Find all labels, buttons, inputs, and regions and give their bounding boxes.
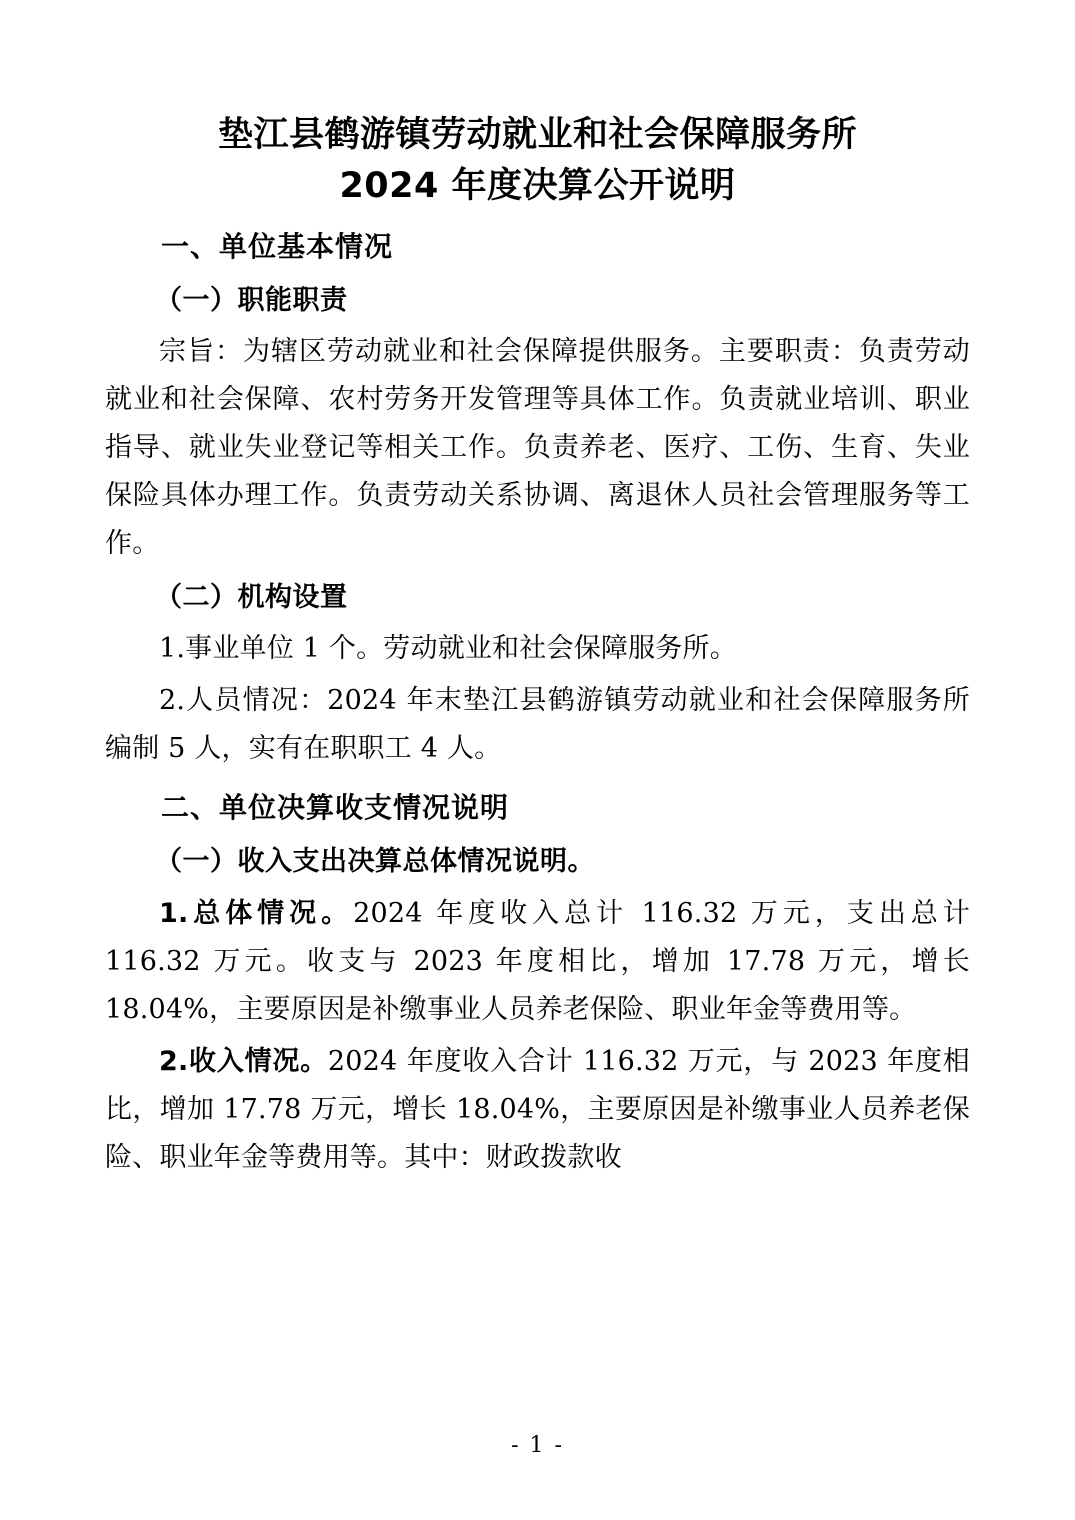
paragraph-2-1-2-prefix: 2.收入情况。 xyxy=(159,1045,328,1077)
subsection-heading-1-1: （一）职能职责 xyxy=(155,284,348,316)
paragraph-1-1-1: 宗旨：为辖区劳动就业和社会保障提供服务。主要职责：负责劳动就业和社会保障、农村劳务开发管理等具体工作。负责就业培训、职业指导、就业失业登记等相关工作。负责养老、医疗、工伤、生育、失业保险具体办理工作。负责劳动关系协调、离退休人员社会管理服务等工作。 xyxy=(105,335,970,559)
page-title xyxy=(105,110,970,212)
subsection-heading-1-2: （二）机构设置 xyxy=(155,581,348,613)
paragraph-2-1-1-prefix: 1.总体情况。 xyxy=(159,897,354,929)
title-line-1: 垫江县鹤游镇劳动就业和社会保障服务所 xyxy=(217,115,857,155)
section-heading-1: 一、单位基本情况 xyxy=(161,229,394,263)
title-line-2: 2024 年度决算公开说明 xyxy=(339,165,736,206)
subsection-heading-2-1: （一）收入支出决算总体情况说明。 xyxy=(155,846,595,878)
paragraph-2-1-1-rest: 2024 年度收入总计 116.32 万元，支出总计 116.32 万元。收支与 2023 年度相比，增加 17.78 万元，增长 18.04%，主要原因是补缴事业人员养老保险、职业年金等费用等。 xyxy=(105,897,970,1025)
paragraph-2-1-2-rest: 2024 年度收入合计 116.32 万元，与 2023 年度相比，增加 17.78 万元，增长 18.04%，主要原因是补缴事业人员养老保险、职业年金等费用等。其中：财政拨款收 xyxy=(105,1045,970,1173)
page-number: - 1 - xyxy=(511,1433,564,1458)
paragraph-1-2-2: 2.人员情况：2024 年末垫江县鹤游镇劳动就业和社会保障服务所编制 5 人，实有在职职工 4 人。 xyxy=(105,685,970,765)
paragraph-1-2-1: 1.事业单位 1 个。劳动就业和社会保障服务所。 xyxy=(159,633,737,665)
paragraph-2-1-1 xyxy=(105,890,970,1034)
paragraph-2-1-2 xyxy=(105,1038,970,1182)
section-heading-2: 二、单位决算收支情况说明 xyxy=(161,791,510,825)
